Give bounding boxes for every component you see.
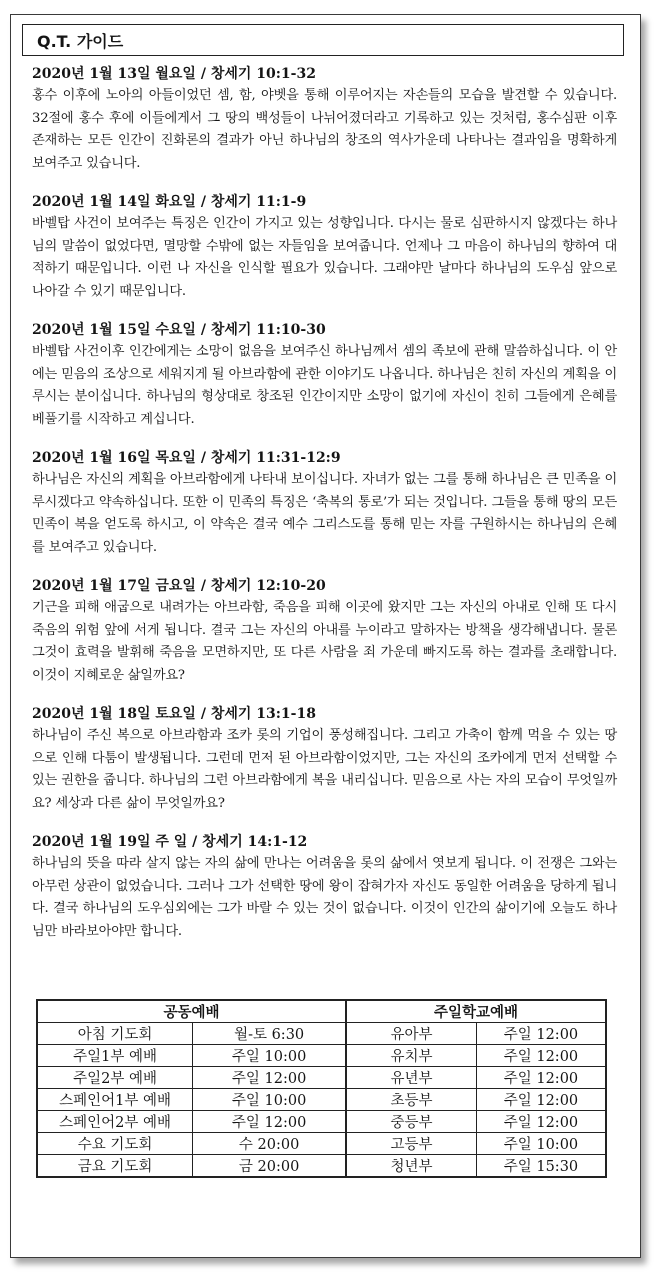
schedule-header-row: [37, 1000, 606, 1023]
service-time: 수 20:00: [193, 1133, 346, 1155]
entry-title: 2020년 1월 17일 금요일 / 창세기 12:10-20: [32, 578, 326, 594]
dept-name: 유치부: [346, 1045, 476, 1067]
service-time: 주일 10:00: [193, 1089, 346, 1111]
entry-body: 기근을 피해 애굽으로 내려가는 아브라함, 죽음을 피해 이곳에 왔지만 그는 자신의 아내로 인해 또 다시 죽음의 위험 앞에 서게 됩니다. 결국 그는 자신의 아내를 누이라고 말하자는 방책을 생각해냅니다. 물론 그것이 효력을 발휘해 죽음을 모면하지만, 또 다른 사람을 죄 가운데 빠지도록 하는 결과를 초래합니다. 이것이 지혜로운 삶일까요?: [32, 600, 617, 683]
dept-name: 초등부: [346, 1089, 476, 1111]
entry-body: 홍수 이후에 노아의 아들이었던 셈, 함, 야벳을 통해 이루어지는 자손들의 모습을 발견할 수 있습니다. 32절에 홍수 후에 이들에게서 그 땅의 백성들이 나뉘어졌더라고 기록하고 있는 것처럼, 홍수심판 이후 존재하는 모든 인간이 진화론의 결과가 아닌 하나님의 창조의 역사가운데 나타나는 결과임을 명확하게 보여주고 있습니다.: [32, 88, 617, 171]
dept-time: 주일 12:00: [476, 1111, 606, 1133]
dept-name: 청년부: [346, 1155, 476, 1178]
dept-time: 주일 12:00: [476, 1089, 606, 1111]
service-name: 수요 기도회: [37, 1133, 193, 1155]
dept-name: 고등부: [346, 1133, 476, 1155]
table-row: [37, 1155, 606, 1178]
entry-title: 2020년 1월 19일 주 일 / 창세기 14:1-12: [32, 834, 308, 850]
schedule-header-worship: 공동예배: [37, 1000, 346, 1023]
entry-body: 하나님의 뜻을 따라 살지 않는 자의 삶에 만나는 어려움을 롯의 삶에서 엿보게 됩니다. 이 전쟁은 그와는 아무런 상관이 없었습니다. 그러나 그가 선택한 땅에 왕이 잡혀가자 자신도 동일한 어려움을 당하게 됩니다. 결국 하나님의 도우심외에는 그가 바랄 수 있는 것이 없습니다. 이것이 인간의 삶이기에 오늘도 하나님만 바라보아야만 합니다.: [32, 856, 617, 939]
service-time: 금 20:00: [193, 1155, 346, 1178]
qt-guide-header: [22, 24, 624, 56]
entry-title: 2020년 1월 15일 수요일 / 창세기 11:10-30: [32, 322, 326, 338]
service-name: 아침 기도회: [37, 1023, 193, 1045]
schedule-header-sunday-school: 주일학교예배: [346, 1000, 606, 1023]
dept-name: 중등부: [346, 1111, 476, 1133]
service-time: 주일 10:00: [193, 1045, 346, 1067]
table-row: [37, 1067, 606, 1089]
dept-time: 주일 12:00: [476, 1045, 606, 1067]
table-row: [37, 1133, 606, 1155]
service-time: 주일 12:00: [193, 1111, 346, 1133]
service-name: 스페인어2부 예배: [37, 1111, 193, 1133]
qt-entry-day6: [32, 703, 617, 815]
entry-title: 2020년 1월 14일 화요일 / 창세기 11:1-9: [32, 194, 307, 210]
service-name: 금요 기도회: [37, 1155, 193, 1178]
service-name: 주일2부 예배: [37, 1067, 193, 1089]
qt-entry-day2: [32, 191, 617, 303]
service-name: 주일1부 예배: [37, 1045, 193, 1067]
entry-body: 하나님이 주신 복으로 아브라함과 조카 롯의 기업이 풍성해집니다. 그리고 가축이 함께 먹을 수 있는 땅으로 인해 다툼이 발생됩니다. 그런데 먼저 된 아브라함이었지만, 그는 자신의 조카에게 먼저 선택할 수 있는 권한을 줍니다. 하나님의 그런 아브라함에게 복을 내리십니다. 믿음으로 사는 자의 모습이 무엇일까요? 세상과 다른 삶이 무엇일까요?: [32, 728, 617, 811]
entry-body: 바벨탑 사건이후 인간에게는 소망이 없음을 보여주신 하나님께서 셈의 족보에 관해 말씀하십니다. 이 안에는 믿음의 조상으로 세워지게 될 아브라함에 관한 이야기도 나옵니다. 하나님은 친히 자신의 계획을 이루시는 분이십니다. 하나님의 형상대로 창조된 인간이지만 소망이 없기에 자신이 친히 그들에게 은혜를 베풀기를 시작하고 계십니다.: [32, 344, 617, 427]
qt-entry-day3: [32, 319, 617, 431]
dept-name: 유년부: [346, 1067, 476, 1089]
worship-schedule-table: [36, 999, 607, 1178]
qt-entry-day4: [32, 447, 617, 559]
table-row: [37, 1089, 606, 1111]
dept-time: 주일 12:00: [476, 1023, 606, 1045]
dept-time: 주일 12:00: [476, 1067, 606, 1089]
entry-title: 2020년 1월 18일 토요일 / 창세기 13:1-18: [32, 706, 316, 722]
service-name: 스페인어1부 예배: [37, 1089, 193, 1111]
service-time: 주일 12:00: [193, 1067, 346, 1089]
service-time: 월-토 6:30: [193, 1023, 346, 1045]
entry-title: 2020년 1월 13일 월요일 / 창세기 10:1-32: [32, 66, 316, 82]
entry-body: 하나님은 자신의 계획을 아브라함에게 나타내 보이십니다. 자녀가 없는 그를 통해 하나님은 큰 민족을 이루시겠다고 약속하십니다. 또한 이 민족의 특징은 ‘축복의 통로’가 되는 것입니다. 그들을 통해 땅의 모든 민족이 복을 얻도록 하시고, 이 약속은 결국 예수 그리스도를 통해 믿는 자를 구원하시는 하나님의 은혜를 보여주고 있습니다.: [32, 472, 617, 555]
dept-name: 유아부: [346, 1023, 476, 1045]
entry-title: 2020년 1월 16일 목요일 / 창세기 11:31-12:9: [32, 450, 341, 466]
dept-time: 주일 15:30: [476, 1155, 606, 1178]
table-row: [37, 1045, 606, 1067]
entry-body: 바벨탑 사건이 보여주는 특징은 인간이 가지고 있는 성향입니다. 다시는 물로 심판하시지 않겠다는 하나님의 말씀이 없었다면, 멸망할 수밖에 없는 자들임을 보여줍니다. 언제나 그 마음이 하나님의 향하여 대적하기 때문입니다. 이런 나 자신을 인식할 필요가 있습니다. 그래야만 날마다 하나님의 도우심 앞으로 나아갈 수 있기 때문입니다.: [32, 216, 617, 299]
page-title: Q.T. 가이드: [37, 31, 124, 51]
dept-time: 주일 10:00: [476, 1133, 606, 1155]
qt-entry-day7: [32, 831, 617, 943]
qt-entry-day1: [32, 63, 617, 175]
table-row: [37, 1111, 606, 1133]
qt-entries: [32, 63, 617, 959]
table-row: [37, 1023, 606, 1045]
qt-entry-day5: [32, 575, 617, 687]
